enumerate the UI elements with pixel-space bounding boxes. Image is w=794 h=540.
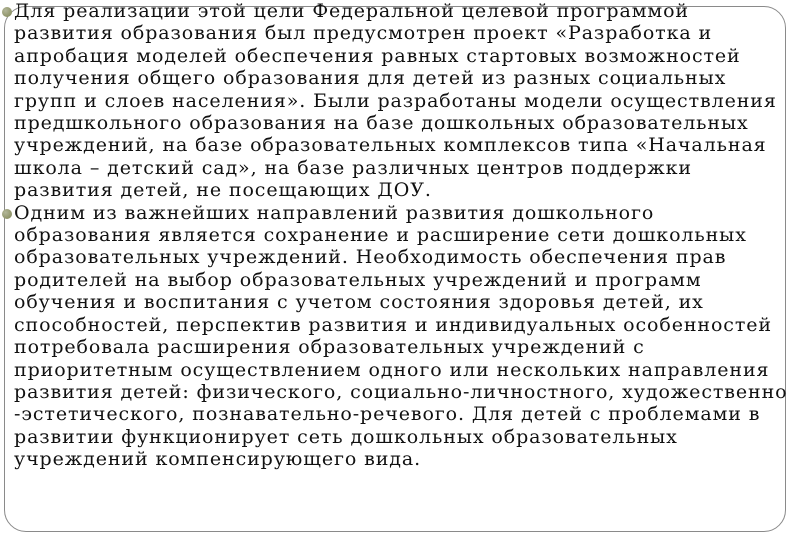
bullet-icon	[2, 209, 12, 219]
text-line: предшкольного образования на базе дошкольных образовательных	[14, 112, 749, 135]
text-line: получения общего образования для детей из разных социальных	[14, 67, 727, 90]
text-line: потребовала расширения образовательных учреждений с	[14, 336, 645, 359]
paragraph-2	[0, 202, 794, 471]
text-line: Для реализации этой цели Федеральной целевой программой	[14, 0, 689, 22]
text-line: образования является сохранение и расширение сети дошкольных	[14, 224, 747, 247]
text-line: развитии функционирует сеть дошкольных образовательных	[14, 425, 678, 448]
text-line: приоритетным осуществлением одного или нескольких направления	[14, 358, 770, 381]
text-line: школа – детский сад», на базе различных центров поддержки	[14, 156, 692, 179]
text-line: апробация моделей обеспечения равных стартовых возможностей	[14, 44, 741, 67]
text-line: развития образования был предусмотрен проект «Разработка и	[14, 22, 713, 45]
text-line: способностей, перспектив развития и индивидуальных особенностей	[14, 313, 772, 336]
text-line: образовательных учреждений. Необходимость обеспечения прав	[14, 246, 727, 269]
text-line: обучения и воспитания с учетом состояния здоровья детей, их	[14, 291, 704, 314]
text-line: групп и слоев населения». Были разработаны модели осуществления	[14, 89, 777, 112]
text-line: Одним из важнейших направлений развития дошкольного	[14, 201, 655, 224]
bullet-icon	[2, 7, 12, 17]
text-line: учреждений, на базе образовательных комплексов типа «Начальная	[14, 134, 767, 157]
text-line: развития детей, не посещающих ДОУ.	[14, 179, 432, 202]
text-line: развития детей: физического, социально-личностного, художественно	[14, 380, 788, 403]
text-line: -эстетического, познавательно-речевого. Для детей с проблемами в	[14, 403, 761, 426]
paragraph-1	[0, 0, 794, 202]
text-line: родителей на выбор образовательных учреждений и программ	[14, 268, 702, 291]
text-line: учреждений компенсирующего вида.	[14, 448, 422, 471]
